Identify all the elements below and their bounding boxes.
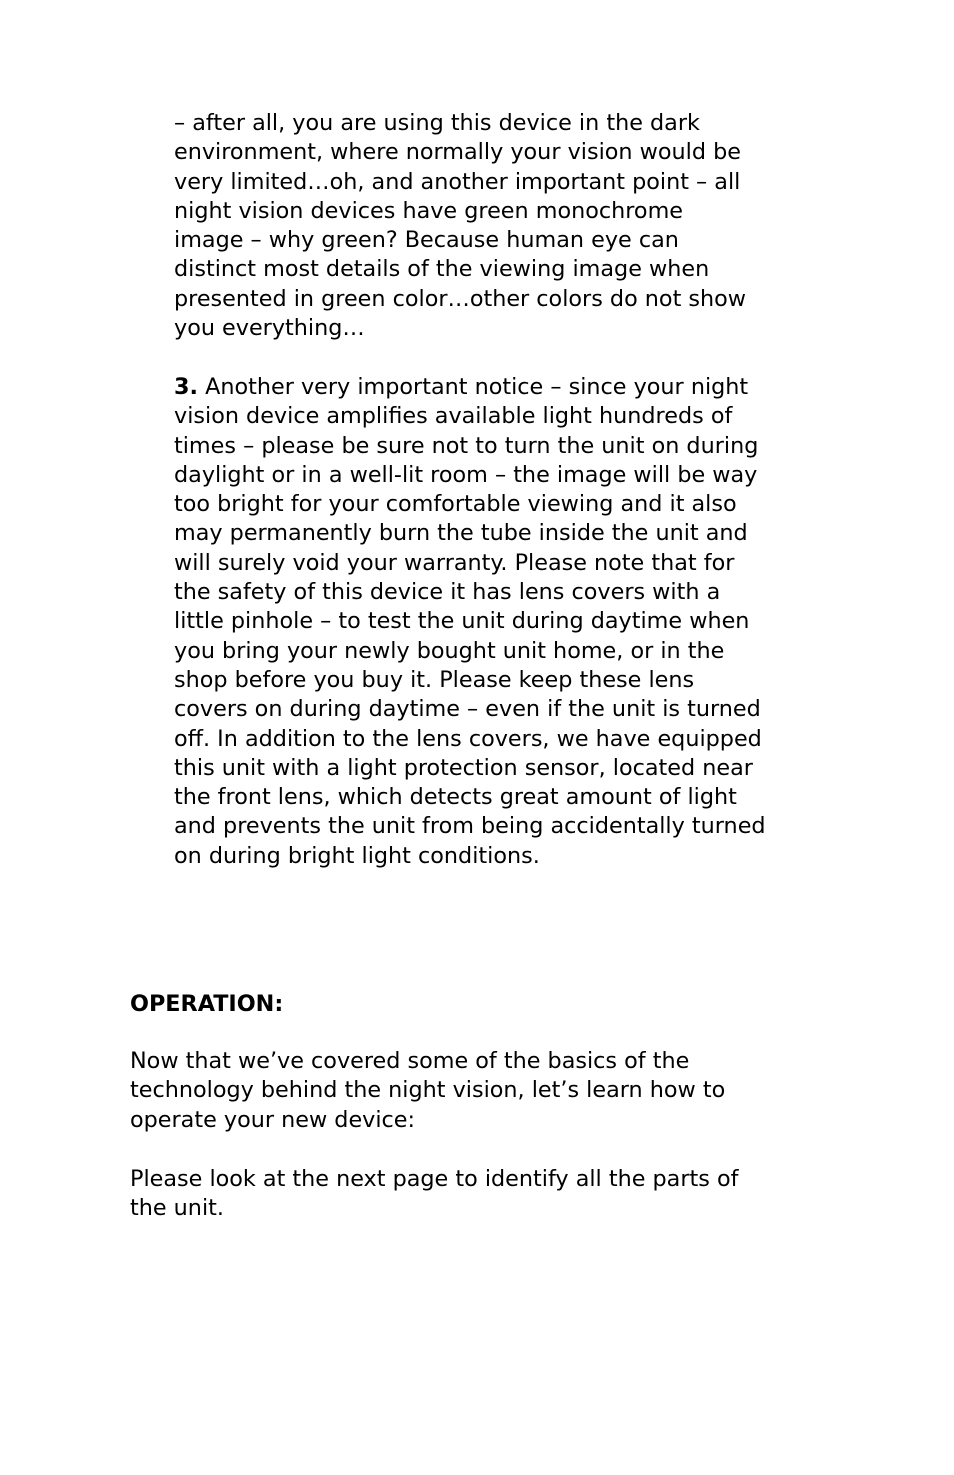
section-heading-operation: OPERATION: — [130, 991, 284, 1017]
item-text: Another very important notice – since your night vision device amplifies available light hundreds of times – please be sure not to turn the unit on during daylight or in a well-lit room – the image will be way too bright for your comfortable viewing and it also may permanently burn the tube inside the unit and will surely void your warranty. Please note that for the safety of this device it has lens covers with a little pinhole – to test the unit during daytime when you bring your newly bought unit home, or in the shop before you buy it. Please keep these lens covers on during daytime – even if the unit is turned off. In addition to the lens covers, we have equipped this unit with a light protection sensor, located near the front lens, which detects great amount of light and prevents the unit from being accidentally turned on during bright light conditions. — [174, 374, 766, 869]
item-number: 3. — [174, 374, 198, 400]
operation-note-paragraph: Please look at the next page to identify all the parts of the unit. — [130, 1166, 739, 1222]
continuation-paragraph: – after all, you are using this device in the dark environment, where normally your vision would be very limited…oh, and another important point – all night vision devices have green monochrome image – why green? Because human eye can distinct most details of the viewing image when presented in green color…other colors do not show you everything… — [174, 110, 747, 342]
operation-intro-paragraph: Now that we’ve covered some of the basics of the technology behind the night vision, let’s learn how to operate your new device: — [130, 1048, 726, 1133]
numbered-item-3 — [174, 373, 874, 871]
